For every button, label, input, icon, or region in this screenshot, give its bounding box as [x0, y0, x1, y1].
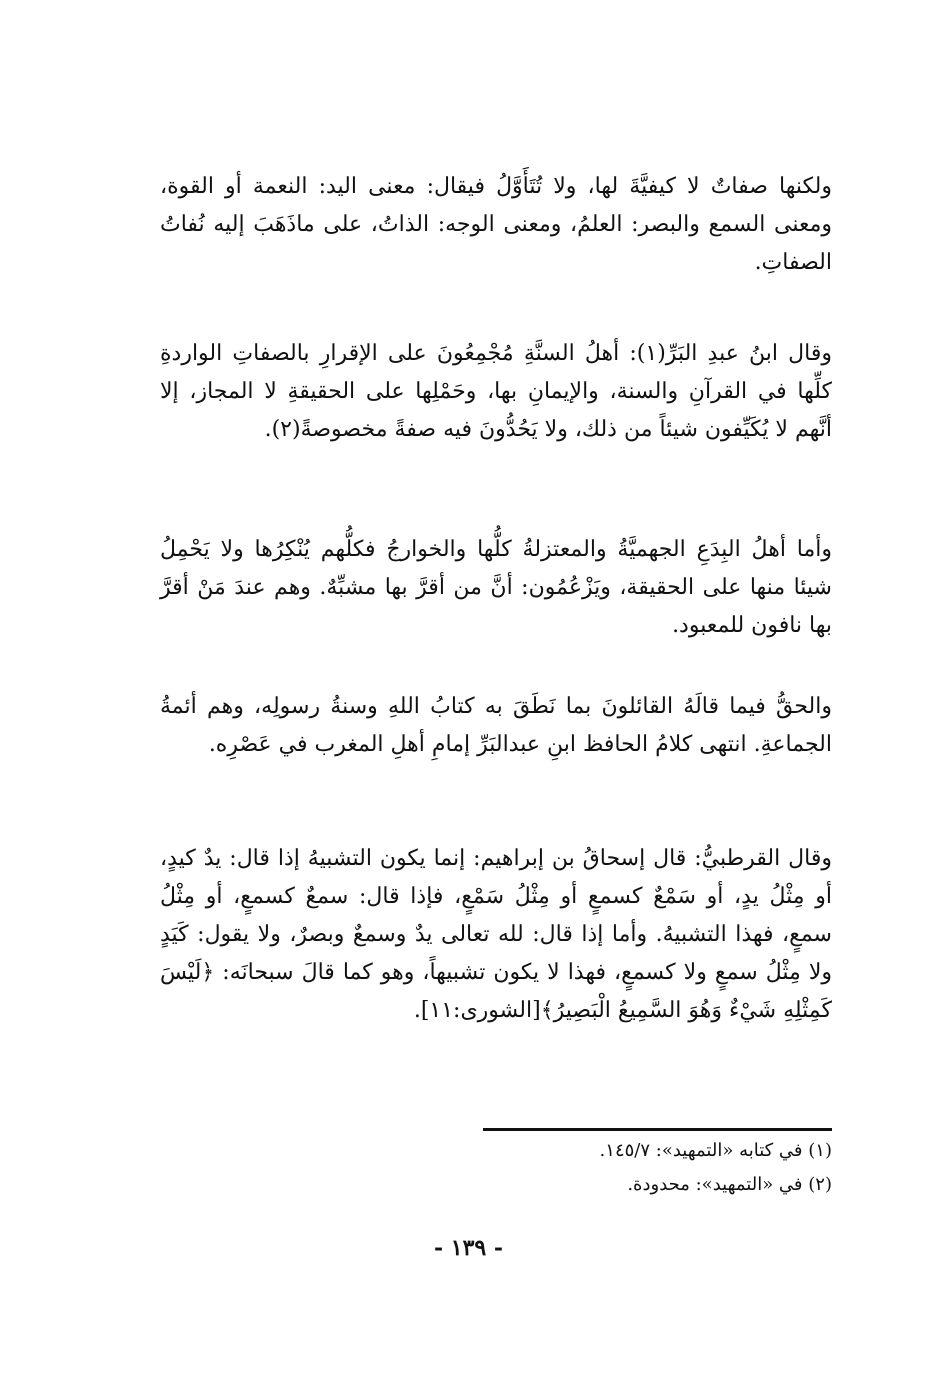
paragraph-4: والحقُّ فيما قالَهُ القائلونَ بما نَطَقَ به كتابُ اللهِ وسنةُ رسولِه، وهم أئمةُ الجماعةِ. انتهى كلامُ الحافظ ابنِ عبدالبَرِّ إمامِ أهلِ المغرب في عَصْرِه.	[160, 694, 832, 757]
paragraph-5: وقال القرطبيُّ: قال إسحاقُ بن إبراهيم: إنما يكون التشبيهُ إذا قال: يدٌ كيدٍ، أو مِثْلُ يدٍ، أو سَمْعٌ كسمعٍ أو مِثْلُ سَمْعٍ، فإذا قال: سمعٌ كسمعٍ، أو مِثْلُ سمعٍ، فهذا التشبيهُ. وأما إذا قال: لله تعالى يدٌ وسمعٌ وبصرٌ، ولا يقول: كَيَدٍ ولا مِثْلُ سمعٍ ولا كسمعٍ، فهذا لا يكون تشبيهاً، وهو كما قالَ سبحانَه: ﴿لَيْسَ كَمِثْلِهِ شَيْءٌ وَهُوَ السَّمِيعُ الْبَصِيرُ﴾[الشورى:١١].	[160, 846, 832, 1023]
page-number: - ١٣٩ -	[433, 1235, 504, 1261]
paragraph-1: ولكنها صفاتٌ لا كيفيَّةَ لها، ولا تُتَأَوَّلُ فيقال: معنى اليد: النعمة أو القوة، ومعنى السمع والبصر: العلمُ، ومعنى الوجه: الذاتُ، على ماذَهَبَ إليه نُفاتُ الصفاتِ.	[160, 174, 832, 275]
footnote-divider	[483, 1128, 832, 1131]
footnote-2: (٢) في «التمهيد»: محدودة.	[627, 1174, 832, 1195]
footnote-1: (١) في كتابه «التمهيد»: ١٤٥/٧.	[599, 1140, 832, 1161]
footnotes	[483, 1134, 832, 1202]
paragraph-2: وقال ابنُ عبدِ البَرِّ(١): أهلُ السنَّةِ مُجْمِعُونَ على الإقرارِ بالصفاتِ الواردةِ كلِّها في القرآنِ والسنة، والإيمانِ بها، وحَمْلِها على الحقيقةِ لا المجاز، إلا أنَّهم لا يُكَيِّفون شيئاً من ذلك، ولا يَحُدُّونَ فيه صفةً مخصوصةً(٢).	[160, 341, 832, 442]
paragraph-3: وأما أهلُ البِدَعِ الجهميَّةُ والمعتزلةُ كلُّها والخوارجُ فكلُّهم يُنْكِرُها ولا يَحْمِلُ شيئا منها على الحقيقة، ويَزْعُمُون: أنَّ من أقرَّ بها مشبِّهٌ. وهم عندَ مَنْ أقرَّ بها نافون للمعبود.	[160, 537, 832, 638]
